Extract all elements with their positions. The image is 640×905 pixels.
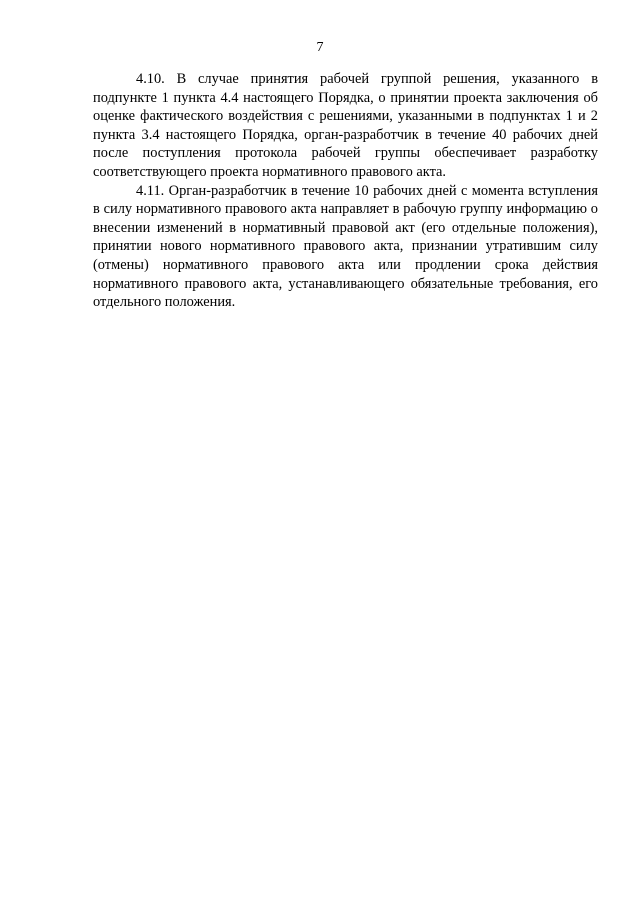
paragraph-4-10: 4.10. В случае принятия рабочей группой решения, указанного в подпункте 1 пункта 4.4 настоящего Порядка, о принятии проекта заключения об оценке фактического воздействия с решениями, указанными в подпунктах 1 и 2 пункта 3.4 настоящего Порядка, орган-разработчик в течение 40 рабочих дней после поступления протокола рабочей группы обеспечивает разработку соответствующего проекта нормативного правового акта. xyxy=(93,71,598,180)
document-body xyxy=(93,70,598,312)
paragraph-4-11: 4.11. Орган-разработчик в течение 10 рабочих дней с момента вступления в силу нормативного правового акта направляет в рабочую группу информацию о внесении изменений в нормативный правовой акт (его отдельные положения), принятии нового нормативного правового акта, признании утратившим силу (отмены) нормативного правового акта или продлении срока действия нормативного правового акта, устанавливающего обязательные требования, его отдельного положения. xyxy=(93,182,598,311)
page-number: 7 xyxy=(316,40,324,55)
